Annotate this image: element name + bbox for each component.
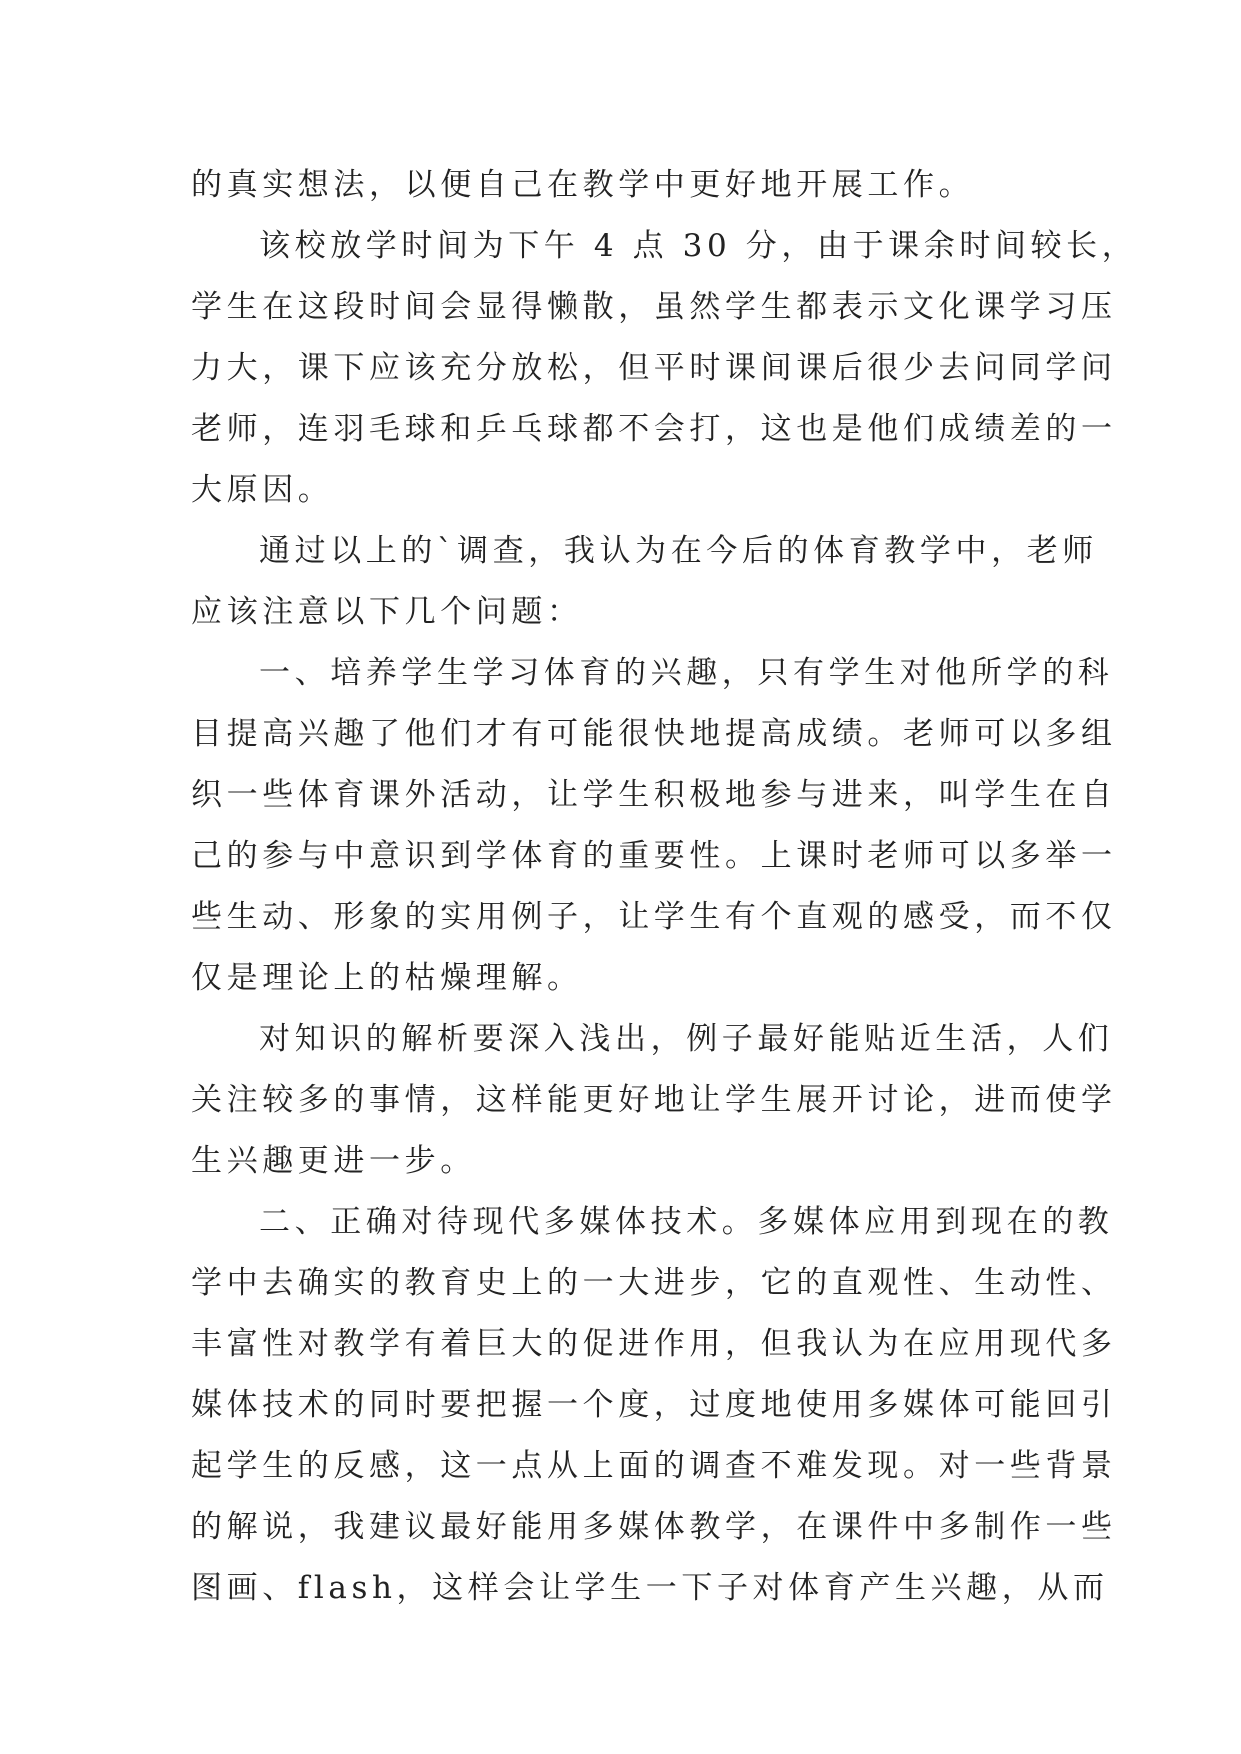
document-body: [191, 155, 1138, 1619]
text-line: 的真实想法，以便自己在教学中更好地开展工作。: [191, 167, 975, 203]
text-line: 学生在这段时间会显得懒散，虽然学生都表示文化课学习压: [191, 289, 1117, 325]
text-line: 学中去确实的教育史上的一大进步，它的直观性、生动性、: [191, 1265, 1117, 1301]
text-line: 二、正确对待现代多媒体技术。多媒体应用到现在的教: [259, 1204, 1114, 1240]
text-line: 仅是理论上的枯燥理解。: [191, 960, 583, 996]
text-line: 应该注意以下几个问题：: [191, 594, 583, 630]
text-line: 大原因。: [191, 472, 334, 508]
text-line: 起学生的反感，这一点从上面的调查不难发现。对一些背景: [191, 1448, 1117, 1484]
text-line: 关注较多的事情，这样能更好地让学生展开讨论，进而使学: [191, 1082, 1117, 1118]
text-line: 的解说，我建议最好能用多媒体教学，在课件中多制作一些: [191, 1509, 1117, 1545]
text-line: 力大，课下应该充分放松，但平时课间课后很少去问同学问: [191, 350, 1117, 386]
text-line: 己的参与中意识到学体育的重要性。上课时老师可以多举一: [191, 838, 1117, 874]
text-line: 些生动、形象的实用例子，让学生有个直观的感受，而不仅: [191, 899, 1117, 935]
text-line: 丰富性对教学有着巨大的促进作用，但我认为在应用现代多: [191, 1326, 1117, 1362]
text-line: 目提高兴趣了他们才有可能很快地提高成绩。老师可以多组: [191, 716, 1117, 752]
text-line: 该校放学时间为下午 4 点 30 分，由于课余时间较长，: [259, 228, 1138, 264]
text-line: 通过以上的`调查，我认为在今后的体育教学中，老师: [259, 533, 1098, 569]
text-line: 生兴趣更进一步。: [191, 1143, 476, 1179]
text-line: 织一些体育课外活动，让学生积极地参与进来，叫学生在自: [191, 777, 1117, 813]
text-line: 图画、flash，这样会让学生一下子对体育产生兴趣，从而: [191, 1570, 1109, 1606]
text-line: 一、培养学生学习体育的兴趣，只有学生对他所学的科: [259, 655, 1114, 691]
text-line: 老师，连羽毛球和乒乓球都不会打，这也是他们成绩差的一: [191, 411, 1117, 447]
text-line: 媒体技术的同时要把握一个度，过度地使用多媒体可能回引: [191, 1387, 1117, 1423]
text-line: 对知识的解析要深入浅出，例子最好能贴近生活，人们: [259, 1021, 1114, 1057]
